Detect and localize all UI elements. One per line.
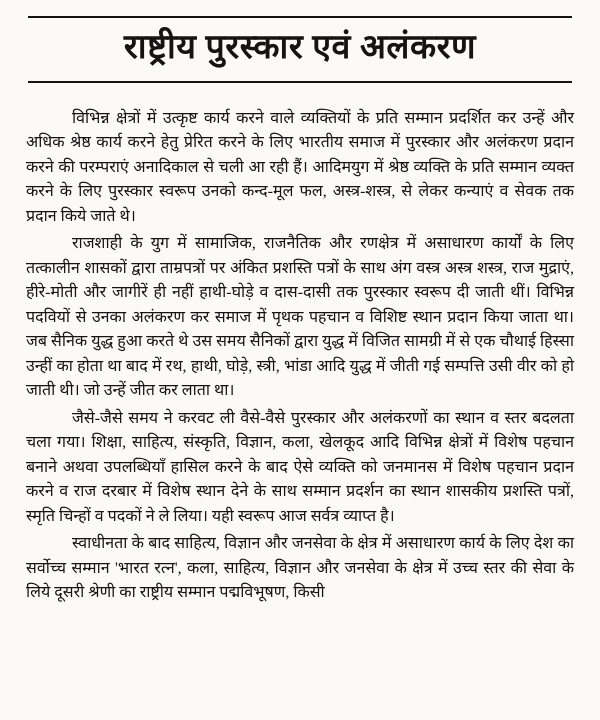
title-rule-top (28, 16, 572, 18)
paragraph: राजशाही के युग में सामाजिक, राजनैतिक और रणक्षेत्र में असाधारण कार्यों के लिए तत्कालीन शासकों द्वारा ताम्रपत्रों पर अंकित प्रशस्ति पत्रों के साथ अंग वस्त्र अस्त्र शस्त्र, राज मुद्राएं, हीरे-मोती और जागीरें ही नहीं हाथी-घोड़े व दास-दासी तक पुरस्कार स्वरूप दी जाती थीं। विभिन्न पदवियों से उनका अलंकरण कर समाज में पृथक पहचान व विशिष्ट स्थान प्रदान किया जाता था। जब सैनिक युद्ध हुआ करते थे उस समय सैनिकों द्वारा युद्ध में विजित सामग्री में से एक चौथाई हिस्सा उन्हीं का होता था बाद में रथ, हाथी, घोड़े, स्त्री, भांडा आदि युद्ध में जीती गई सम्पत्ति उसी वीर को हो जाती थी। जो उन्हें जीत कर लाता था। (26, 235, 574, 399)
title-rule-bottom (28, 81, 572, 83)
title-block (28, 16, 572, 83)
page-title: राष्ट्रीय पुरस्कार एवं अलंकरण (123, 29, 477, 66)
paragraph: जैसे-जैसे समय ने करवट ली वैसे-वैसे पुरस्कार और अलंकरणों का स्थान व स्तर बदलता चला गया। शिक्षा, साहित्य, संस्कृति, विज्ञान, कला, खेलकूद आदि विभिन्न क्षेत्रों में विशेष पहचान बनाने अथवा उपलब्धियाँ हासिल करने के बाद ऐसे व्यक्ति को जनमानस में विशेष पहचान प्रदान करने व राज दरबार में विशेष स्थान देने के साथ सम्मान प्रदर्शन का स्थान शासकीय प्रशस्ति पत्रों, स्मृति चिन्हों व पदकों ने ले लिया। यही स्वरूप आज सर्वत्र व्याप्त है। (26, 409, 574, 525)
paragraph: विभिन्न क्षेत्रों में उत्कृष्ट कार्य करने वाले व्यक्तियों के प्रति सम्मान प्रदर्शित कर उन्हें और अधिक श्रेष्ठ कार्य करने हेतु प्रेरित करने के लिए भारतीय समाज में पुरस्कार और अलंकरण प्रदान करने की परम्पराएं अनादिकाल से चली आ रही हैं। आदिमयुग में श्रेष्ठ व्यक्ति के प्रति सम्मान व्यक्त करने के लिए पुरस्कार स्वरूप उनको कन्द-मूल फल, अस्त्र-शस्त्र, से लेकर कन्याएं व सेवक तक प्रदान किये जाते थे। (26, 109, 574, 225)
paragraph: स्वाधीनता के बाद साहित्य, विज्ञान और जनसेवा के क्षेत्र में असाधारण कार्य के लिए देश का सर्वोच्च सम्मान 'भारत रत्न', कला, साहित्य, विज्ञान और जनसेवा के क्षेत्र में उच्च स्तर की सेवा के लिये दूसरी श्रेणी का राष्ट्रीय सम्मान पद्मविभूषण, किसी (26, 535, 574, 601)
document-body (26, 107, 574, 606)
